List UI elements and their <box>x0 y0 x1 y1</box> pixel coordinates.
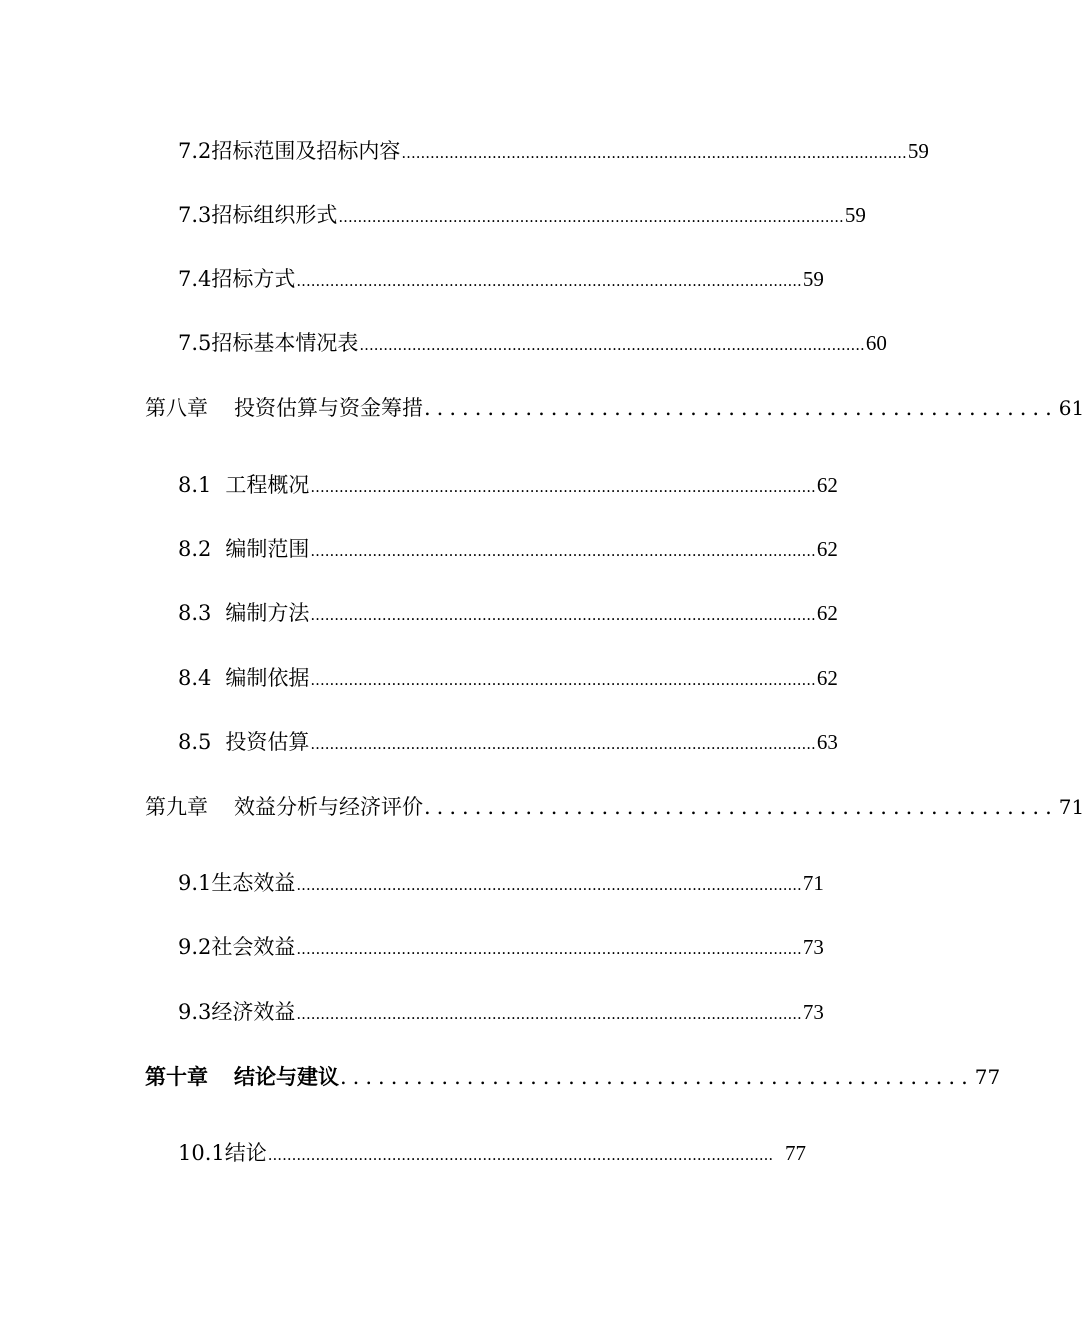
toc-chapter-number: 第十章 <box>145 1065 208 1089</box>
toc-page-number: 61 <box>1058 396 1084 420</box>
toc-entry-number: 9.3 <box>178 1000 212 1024</box>
toc-entry-number: 8.1 <box>178 473 212 497</box>
toc-chapter-title: 结论与建议 <box>234 1065 339 1089</box>
toc-entry-title: 社会效益 <box>211 935 296 959</box>
toc-entry-number: 7.5 <box>178 331 212 355</box>
toc-leader-dots: .......................................................................................................... <box>296 940 802 958</box>
toc-page-number: 73 <box>802 935 824 959</box>
toc-entry-number: 8.2 <box>178 537 212 561</box>
toc-entry-title: 编制范围 <box>225 537 310 561</box>
toc-entry-10-1[interactable] <box>178 1139 806 1169</box>
toc-page-number: 59 <box>907 139 929 163</box>
toc-entry-number: 8.3 <box>178 601 212 625</box>
toc-entry-title: 编制方法 <box>225 601 310 625</box>
toc-leader-dots: .......................................................................................................... <box>359 336 865 354</box>
toc-entry-8-1[interactable] <box>178 471 838 501</box>
toc-entry-7-4[interactable] <box>178 265 824 295</box>
toc-leader-dots: .................................................. <box>424 396 1058 420</box>
toc-page-number: 62 <box>816 473 838 497</box>
toc-entry-9-1[interactable] <box>178 869 824 899</box>
toc-page-number: 71 <box>802 871 824 895</box>
toc-entry-number: 9.1 <box>178 871 212 895</box>
toc-entry-number: 9.2 <box>178 935 212 959</box>
toc-chapter-title: 效益分析与经济评价 <box>234 795 423 819</box>
toc-entry-title: 招标方式 <box>211 267 296 291</box>
toc-entry-number: 7.3 <box>178 203 212 227</box>
toc-entry-8-4[interactable] <box>178 664 838 694</box>
toc-entry-title: 生态效益 <box>211 871 296 895</box>
toc-entry-8-3[interactable] <box>178 599 838 629</box>
toc-chapter-number: 第九章 <box>145 795 208 819</box>
toc-page-number: 59 <box>802 267 824 291</box>
toc-entry-title: 招标基本情况表 <box>211 331 359 355</box>
toc-entry-title: 投资估算 <box>225 730 310 754</box>
toc-leader-dots: .......................................................................................................... <box>296 876 802 894</box>
toc-leader-dots: .......................................................................................................... <box>401 144 907 162</box>
toc-page-number: 77 <box>785 1141 806 1165</box>
toc-page-number: 71 <box>1058 795 1084 819</box>
toc-entry-title: 经济效益 <box>211 1000 296 1024</box>
toc-entry-7-2[interactable] <box>178 137 929 167</box>
toc-entry-title: 编制依据 <box>225 666 310 690</box>
toc-entry-title: 结论 <box>224 1141 267 1165</box>
toc-page-number: 59 <box>844 203 866 227</box>
toc-chapter-title: 投资估算与资金筹措 <box>234 396 423 420</box>
toc-leader-dots: .......................................................................................................... <box>296 1005 802 1023</box>
toc-entry-7-5[interactable] <box>178 329 887 359</box>
toc-entry-9-2[interactable] <box>178 933 824 963</box>
toc-entry-number: 8.5 <box>178 730 212 754</box>
toc-page-number: 62 <box>816 666 838 690</box>
toc-leader-dots: .......................................................................................................... <box>338 208 844 226</box>
toc-leader-dots: .................................................. <box>340 1065 974 1089</box>
toc-chapter-9[interactable] <box>145 793 1084 821</box>
toc-leader-dots: .......................................................................................................... <box>310 671 816 689</box>
toc-leader-dots: .......................................................................................................... <box>296 272 802 290</box>
toc-page-number: 63 <box>816 730 838 754</box>
toc-entry-8-5[interactable] <box>178 728 838 758</box>
toc-leader-dots: .......................................................................................................... <box>310 735 816 753</box>
toc-entry-number: 7.2 <box>178 139 212 163</box>
toc-leader-dots: .......................................................................................................... <box>310 478 816 496</box>
toc-entry-number: 8.4 <box>178 666 212 690</box>
toc-entry-number: 10.1 <box>178 1141 225 1165</box>
toc-page-number: 60 <box>865 331 887 355</box>
toc-entry-title: 招标组织形式 <box>211 203 338 227</box>
toc-entry-9-3[interactable] <box>178 998 824 1028</box>
toc-page-number: 62 <box>816 601 838 625</box>
toc-leader-dots: .......................................................................................................... <box>267 1146 774 1164</box>
toc-leader-dots: .......................................................................................................... <box>310 606 816 624</box>
toc-leader-dots: .......................................................................................................... <box>310 542 816 560</box>
toc-chapter-10[interactable] <box>145 1063 1001 1091</box>
toc-chapter-number: 第八章 <box>145 396 208 420</box>
toc-page-number: 73 <box>802 1000 824 1024</box>
toc-entry-7-3[interactable] <box>178 201 866 231</box>
toc-leader-dots: .................................................. <box>424 795 1058 819</box>
toc-entry-title: 工程概况 <box>225 473 310 497</box>
toc-entry-number: 7.4 <box>178 267 212 291</box>
toc-page-number: 62 <box>816 537 838 561</box>
toc-chapter-8[interactable] <box>145 394 1084 422</box>
toc-page-number: 77 <box>974 1065 1001 1089</box>
toc-entry-title: 招标范围及招标内容 <box>211 139 401 163</box>
toc-entry-8-2[interactable] <box>178 535 838 565</box>
